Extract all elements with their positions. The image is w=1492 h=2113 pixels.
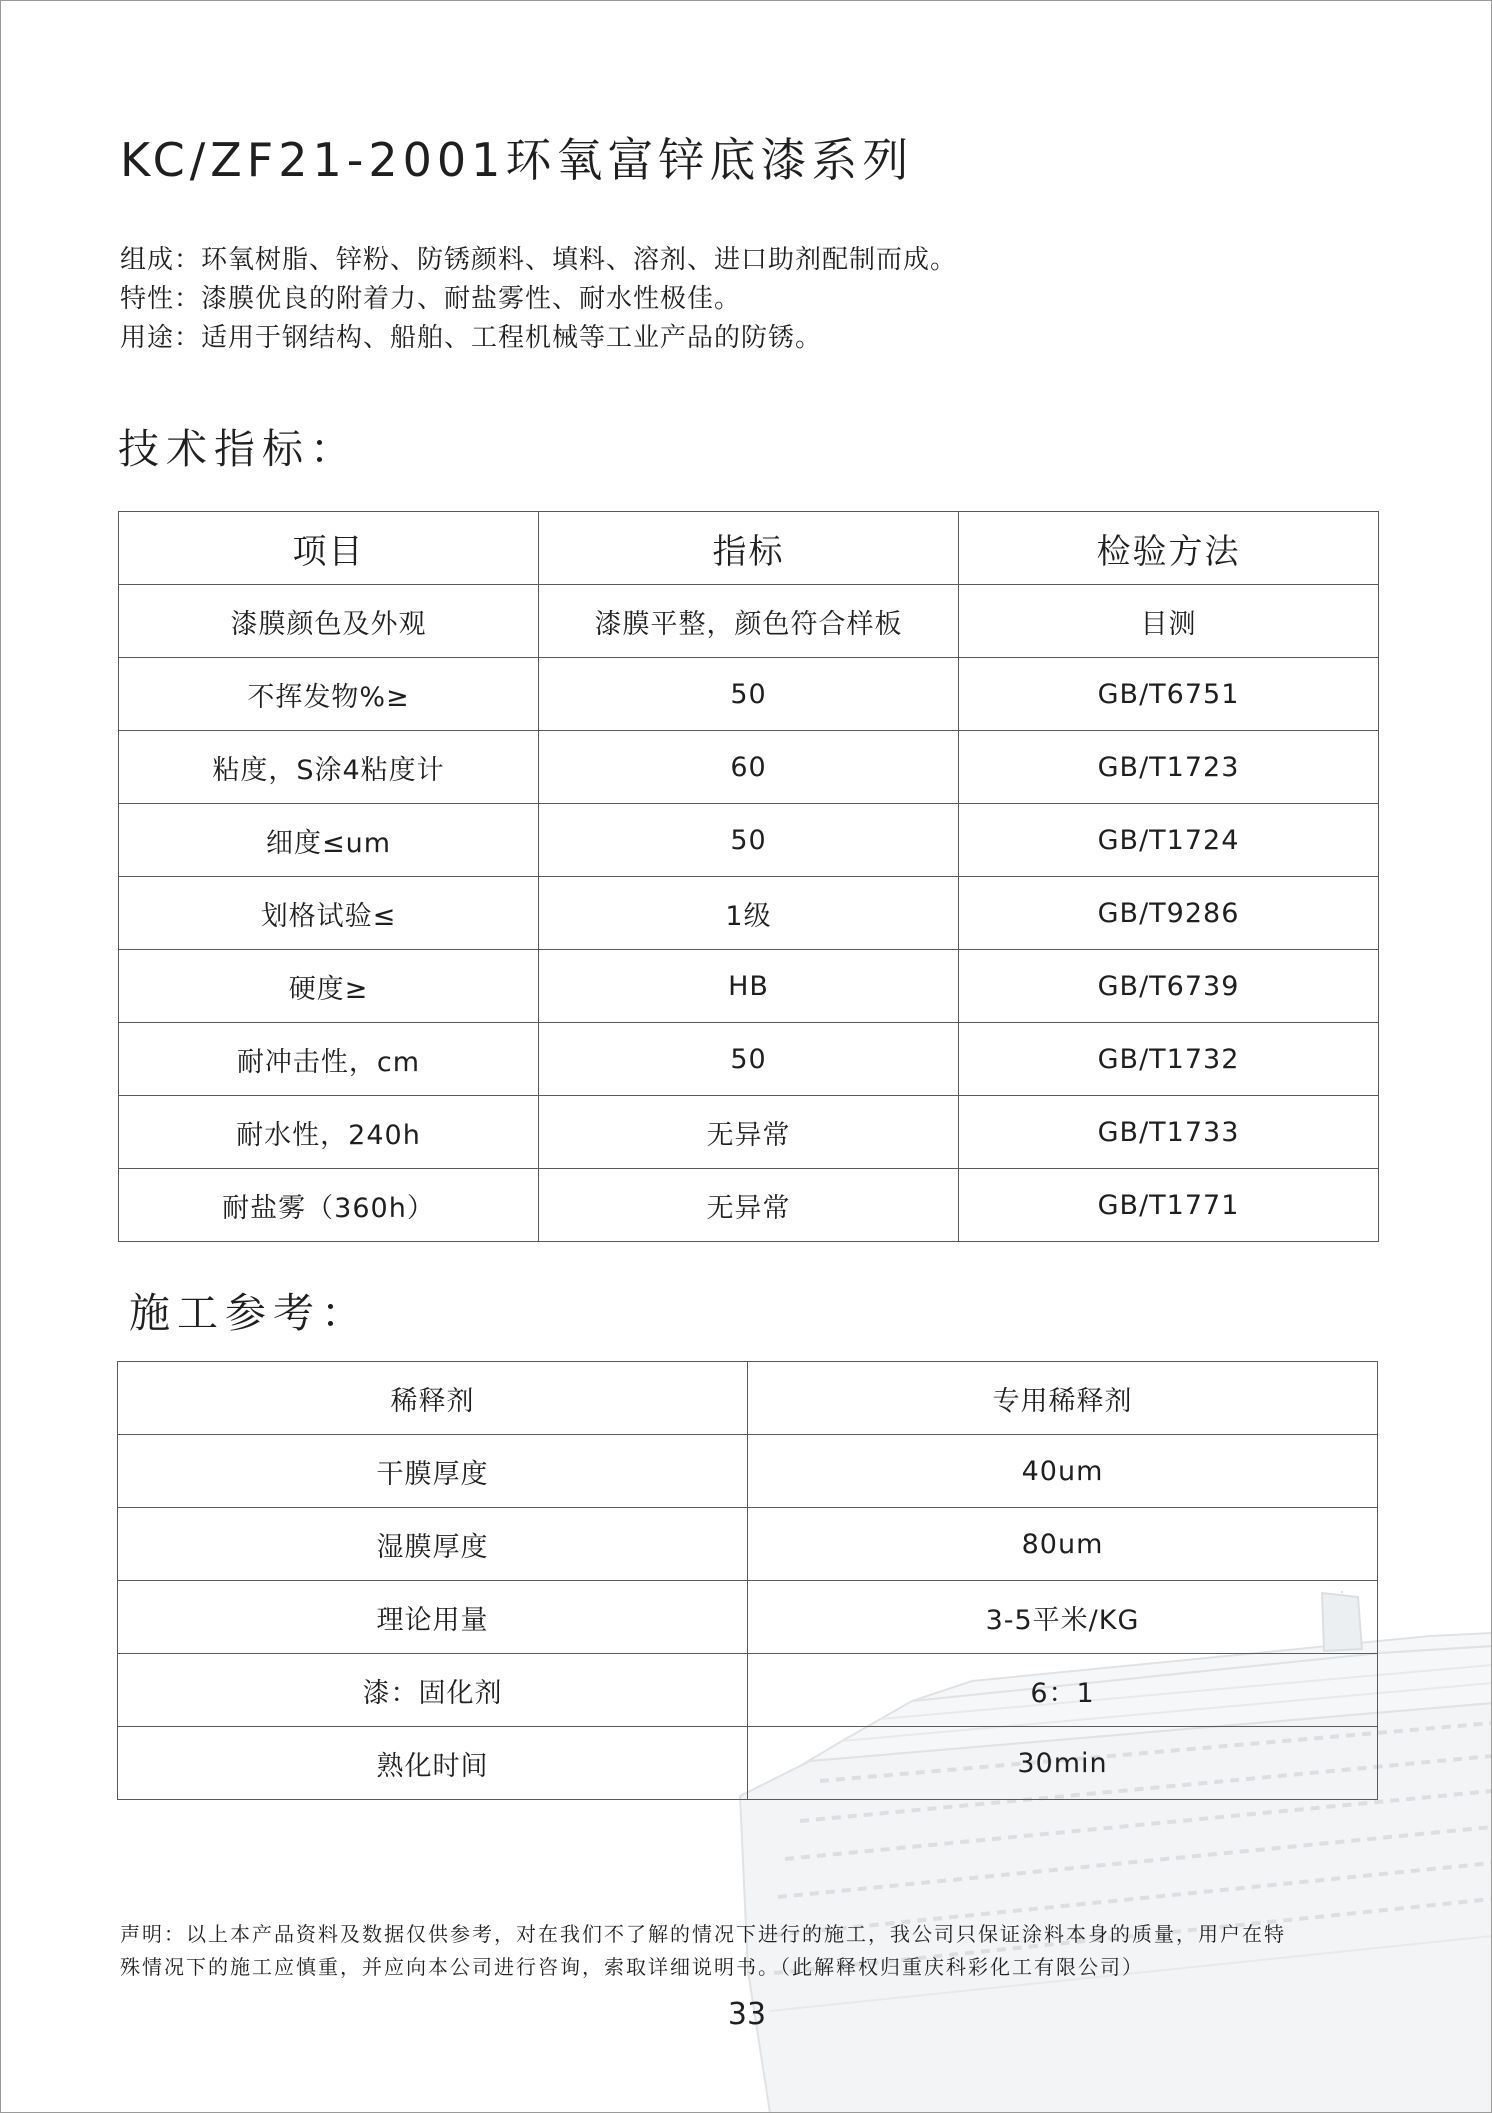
table-row [118,1435,1378,1508]
disclaimer-line: 殊情况下的施工应慎重，并应向本公司进行咨询，索取详细说明书。（此解释权归重庆科彩化工有限公司） [120,1955,1144,1979]
header-item: 项目 [119,512,539,585]
cell-index: 无异常 [539,1096,959,1169]
cell-value: 6：1 [748,1654,1378,1727]
table-row [119,1023,1379,1096]
construction-reference-table [117,1361,1378,1800]
cell-item: 细度≤um [119,804,539,877]
cell-parameter: 湿膜厚度 [118,1508,748,1581]
cell-index: 50 [539,658,959,731]
cell-parameter: 理论用量 [118,1581,748,1654]
tech-spec-table [118,511,1379,1242]
table-row [119,1169,1379,1242]
table-row [119,731,1379,804]
cell-index: HB [539,950,959,1023]
table-row [119,877,1379,950]
table-row [119,1096,1379,1169]
table-row [119,585,1379,658]
page-number: 33 [727,1997,767,2032]
cell-value: 30min [748,1727,1378,1800]
cell-value: 专用稀释剂 [748,1362,1378,1435]
header-index: 指标 [539,512,959,585]
cell-test-method: GB/T6739 [959,950,1379,1023]
header-test-method: 检验方法 [959,512,1379,585]
cell-item: 耐盐雾（360h） [119,1169,539,1242]
cell-test-method: GB/T1732 [959,1023,1379,1096]
cell-test-method: 目测 [959,585,1379,658]
cell-item: 粘度，S涂4粘度计 [119,731,539,804]
cell-item: 不挥发物%≥ [119,658,539,731]
cell-value: 3-5平米/KG [748,1581,1378,1654]
cell-test-method: GB/T9286 [959,877,1379,950]
table-row [119,950,1379,1023]
disclaimer-line: 声明：以上本产品资料及数据仅供参考，对在我们不了解的情况下进行的施工，我公司只保证涂料本身的质量，用户在特 [120,1922,1286,1946]
table-row [118,1654,1378,1727]
cell-item: 漆膜颜色及外观 [119,585,539,658]
intro-composition: 组成：环氧树脂、锌粉、防锈颜料、填料、溶剂、进口助剂配制而成。 [120,245,958,275]
tech-spec-heading: 技术指标： [118,425,358,473]
cell-parameter: 漆：固化剂 [118,1654,748,1727]
table-row [118,1581,1378,1654]
cell-test-method: GB/T1724 [959,804,1379,877]
table-row [119,658,1379,731]
cell-parameter: 干膜厚度 [118,1435,748,1508]
cell-index: 无异常 [539,1169,959,1242]
cell-index: 60 [539,731,959,804]
product-intro-list [120,241,957,358]
cell-item: 硬度≥ [119,950,539,1023]
table-header-row [119,512,1379,585]
cell-parameter: 熟化时间 [118,1727,748,1800]
cell-value: 80um [748,1508,1378,1581]
document-title: KC/ZF21-2001环氧富锌底漆系列 [120,133,914,187]
cell-test-method: GB/T1723 [959,731,1379,804]
cell-test-method: GB/T6751 [959,658,1379,731]
cell-parameter: 稀释剂 [118,1362,748,1435]
cell-index: 50 [539,1023,959,1096]
construction-reference-heading: 施工参考： [129,1289,369,1337]
cell-item: 耐冲击性，cm [119,1023,539,1096]
intro-properties: 特性：漆膜优良的附着力、耐盐雾性、耐水性极佳。 [120,284,742,314]
cell-test-method: GB/T1771 [959,1169,1379,1242]
table-row [119,804,1379,877]
cell-test-method: GB/T1733 [959,1096,1379,1169]
table-row [118,1727,1378,1800]
table-row [118,1362,1378,1435]
cell-index: 漆膜平整，颜色符合样板 [539,585,959,658]
intro-usage: 用途：适用于钢结构、船舶、工程机械等工业产品的防锈。 [120,323,823,353]
disclaimer-statement [120,1918,1380,1984]
cell-index: 1级 [539,877,959,950]
table-row [118,1508,1378,1581]
cell-item: 划格试验≤ [119,877,539,950]
cell-index: 50 [539,804,959,877]
cell-value: 40um [748,1435,1378,1508]
cell-item: 耐水性，240h [119,1096,539,1169]
